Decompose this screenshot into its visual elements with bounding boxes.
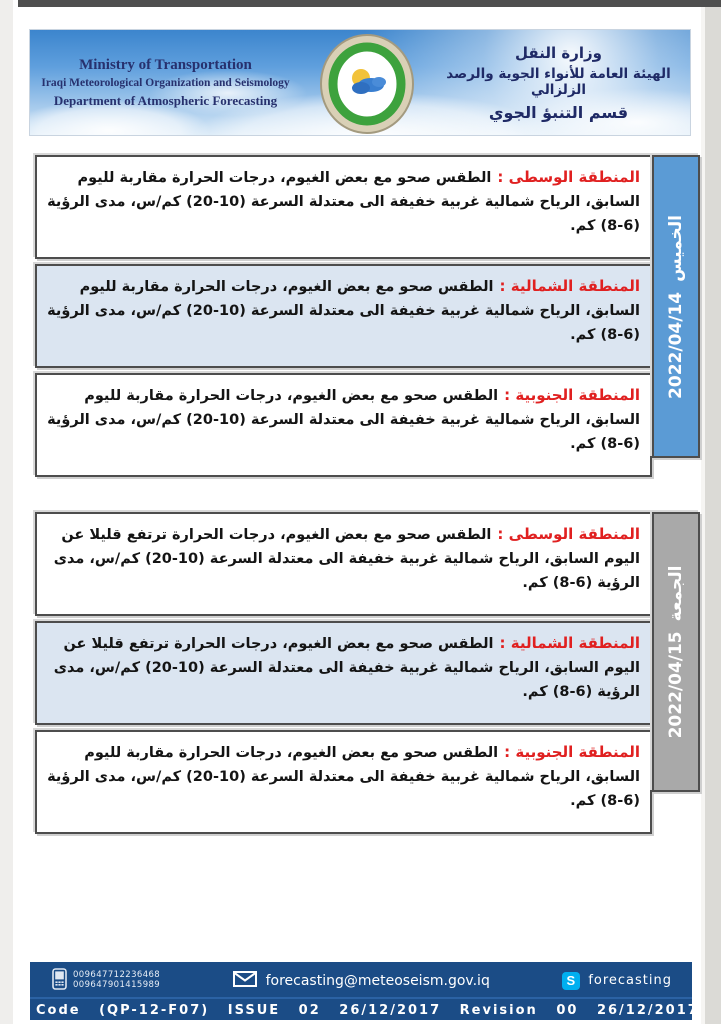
department-title-ar: قسم التنبؤ الجوي xyxy=(488,102,629,122)
banner-date: 2022/04/14 xyxy=(666,291,686,399)
organization-logo-icon xyxy=(319,33,415,135)
phone-number-1: 009647712236468 xyxy=(73,969,161,980)
organization-title-en: Iraqi Meteorological Organization and Seismology xyxy=(41,76,290,89)
forecast-text-northern: الطقس صحو مع بعض الغيوم، درجات الحرارة مقاربة لليوم السابق، الرياح شمالية غربية خفيفة الى معتدلة السرعة (10-20) كم/س، مدى الرؤية (6-8) كم. xyxy=(47,279,640,343)
email-contact xyxy=(233,971,490,991)
forecast-boxes-friday xyxy=(35,512,648,839)
banner-day-name: الخميس xyxy=(666,214,686,282)
forecast-paragraph xyxy=(47,165,640,239)
forecast-box-northern xyxy=(35,621,652,725)
skype-icon: S xyxy=(562,972,580,990)
region-label-central: المنطقة الوسطى : xyxy=(497,168,640,186)
forecast-box-southern xyxy=(35,373,652,477)
header-english-block xyxy=(38,57,293,109)
header-arabic-block xyxy=(441,44,676,122)
contact-footer xyxy=(30,962,699,1020)
document-code-row xyxy=(30,997,699,1022)
email-address: forecasting@meteoseism.gov.iq xyxy=(265,972,490,989)
forecast-text-northern: الطقس صحو مع بعض الغيوم، درجات الحرارة ترتفع قليلا عن اليوم السابق، الرياح شمالية غربية خفيفة الى معتدلة السرعة (10-20) كم/س، مدى الرؤية (6-8) كم. xyxy=(53,636,640,700)
date-banner-text xyxy=(666,566,686,739)
forecast-paragraph xyxy=(47,383,640,457)
ministry-title-ar: وزارة النقل xyxy=(515,43,602,62)
forecast-text-southern: الطقس صحو مع بعض الغيوم، درجات الحرارة مقاربة لليوم السابق، الرياح شمالية غربية خفيفة الى معتدلة السرعة (10-20) كم/س، مدى الرؤية (6-8) كم. xyxy=(47,388,640,452)
forecast-paragraph xyxy=(47,522,640,596)
forecast-paragraph xyxy=(47,740,640,814)
forecast-box-southern xyxy=(35,730,652,834)
region-label-southern: المنطقة الجنوبية : xyxy=(504,743,640,761)
scan-edge-left xyxy=(0,0,13,1024)
scan-top-strip xyxy=(18,0,721,7)
scan-edge-right-inner xyxy=(701,0,705,1024)
date-banner-thursday xyxy=(652,155,700,458)
region-label-northern: المنطقة الشمالية : xyxy=(499,277,640,295)
phone-numbers xyxy=(73,971,160,991)
department-title-en: Department of Atmospheric Forecasting xyxy=(53,92,278,108)
forecast-paragraph xyxy=(47,631,640,705)
date-banner-text xyxy=(666,215,686,399)
skype-handle: forecasting xyxy=(588,973,672,988)
region-label-northern: المنطقة الشمالية : xyxy=(499,634,640,652)
ministry-title-en: Ministry of Transportation xyxy=(79,56,252,73)
skype-contact xyxy=(562,972,672,990)
banner-day-name: الجمعة xyxy=(666,565,686,622)
forecast-box-central xyxy=(35,512,652,616)
date-banner-friday xyxy=(652,512,700,792)
contact-row xyxy=(30,962,692,997)
document-code-text: Code (QP-12-F07) ISSUE 02 26/12/2017 Revision 00 26/12/2017 xyxy=(36,1003,699,1018)
letterhead-banner xyxy=(30,30,690,135)
scan-edge-right xyxy=(705,0,721,1024)
forecast-box-northern xyxy=(35,264,652,368)
mobile-phone-icon xyxy=(52,968,67,994)
phone-contact xyxy=(52,968,160,994)
organization-title-ar: الهيئة العامة للأنواء الجوية والرصد الزلزالي xyxy=(446,65,671,98)
forecast-box-central xyxy=(35,155,652,259)
forecast-paragraph xyxy=(47,274,640,348)
forecast-text-central: الطقس صحو مع بعض الغيوم، درجات الحرارة مقاربة لليوم السابق، الرياح شمالية غربية خفيفة الى معتدلة السرعة (10-20) كم/س، مدى الرؤية (6-8) كم. xyxy=(47,170,640,234)
banner-date: 2022/04/15 xyxy=(666,631,686,739)
region-label-central: المنطقة الوسطى : xyxy=(497,525,640,543)
forecast-text-central: الطقس صحو مع بعض الغيوم، درجات الحرارة ترتفع قليلا عن اليوم السابق، الرياح شمالية غربية خفيفة الى معتدلة السرعة (10-20) كم/س، مدى الرؤية (6-8) كم. xyxy=(53,527,640,591)
envelope-icon xyxy=(233,971,257,991)
forecast-boxes-thursday xyxy=(35,155,648,482)
region-label-southern: المنطقة الجنوبية : xyxy=(504,386,640,404)
forecast-text-southern: الطقس صحو مع بعض الغيوم، درجات الحرارة مقاربة لليوم السابق، الرياح شمالية غربية خفيفة الى معتدلة السرعة (10-20) كم/س، مدى الرؤية (6-8) كم. xyxy=(47,745,640,809)
phone-number-2: 009647901415989 xyxy=(73,979,161,990)
